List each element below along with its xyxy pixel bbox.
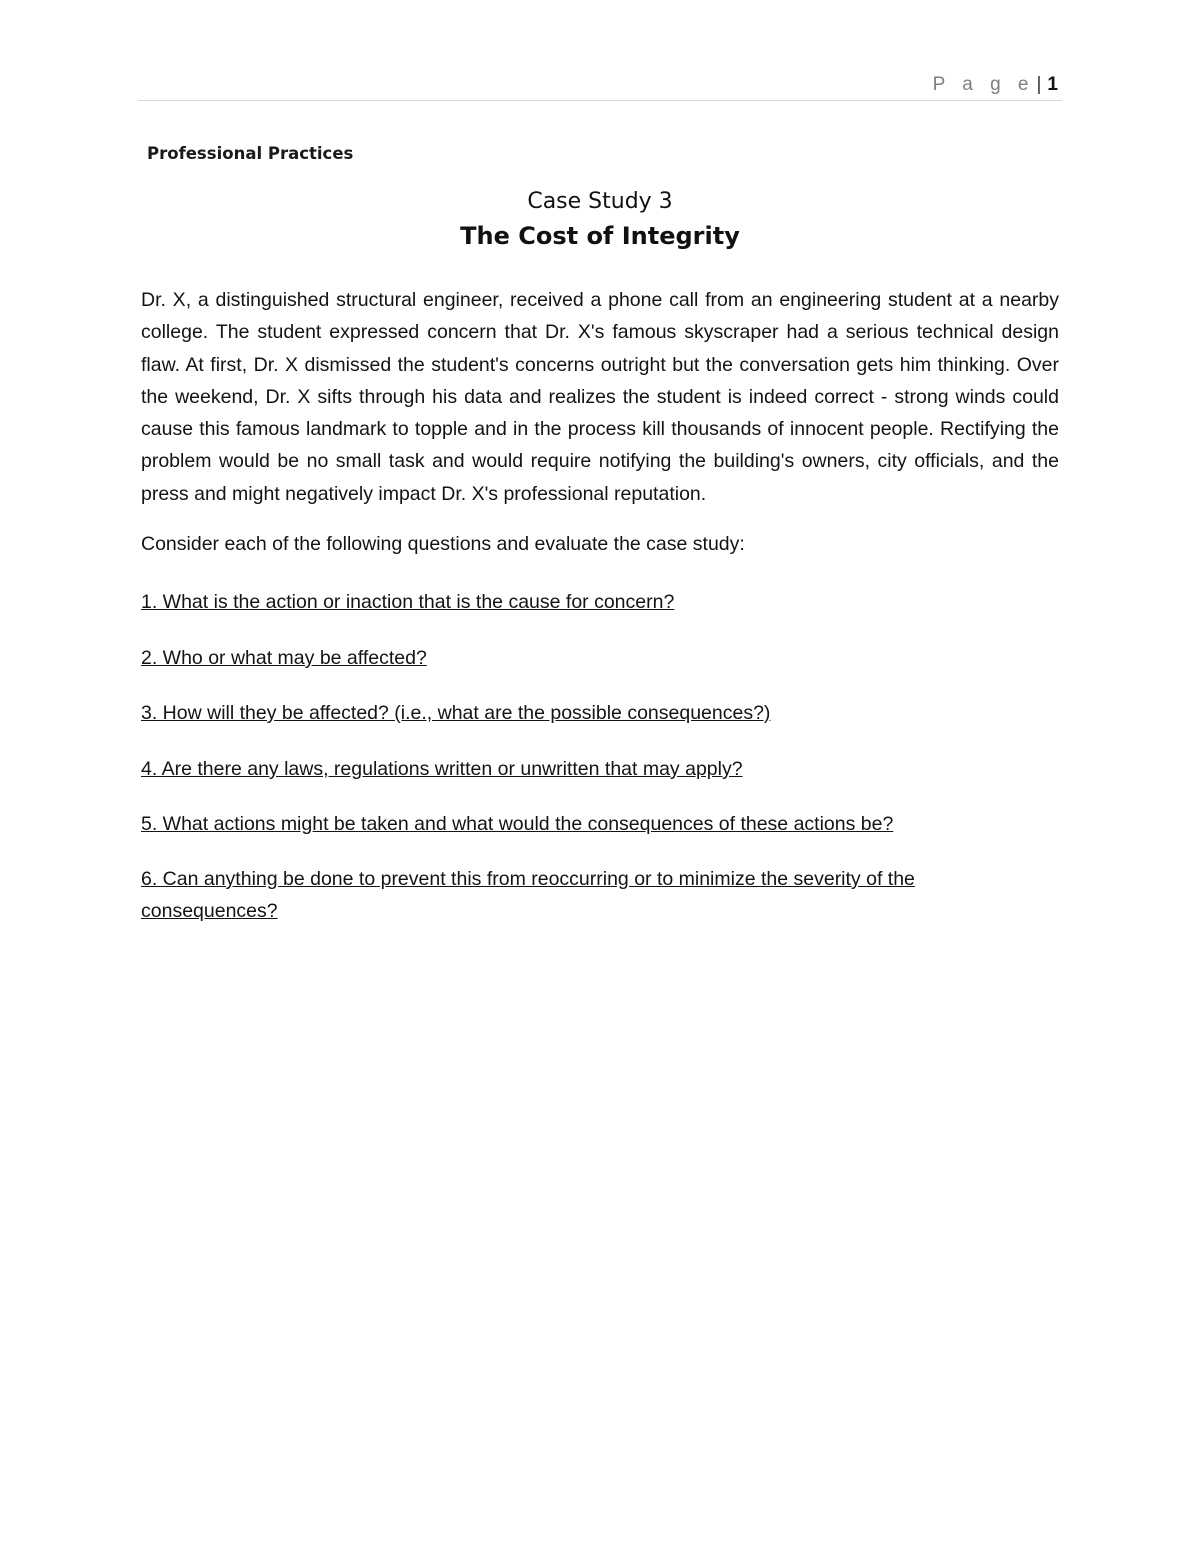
page-label: P a g e: [932, 74, 1035, 95]
page-number: 1: [1047, 74, 1058, 95]
document-title: The Cost of Integrity: [460, 222, 740, 250]
question-1: 1. What is the action or inaction that is the cause for concern?: [141, 591, 675, 613]
question-4: 4. Are there any laws, regulations written or unwritten that may apply?: [141, 758, 743, 780]
question-5: 5. What actions might be taken and what would the consequences of these actions be?: [141, 813, 894, 835]
case-description: Dr. X, a distinguished structural engineer, received a phone call from an engineering student at a nearby college. The student expressed concern that Dr. X's famous skyscraper had a serious technical design flaw. At first, Dr. X dismissed the student's concerns outright but the conversation gets him thinking. Over the weekend, Dr. X sifts through his data and realizes the student is indeed correct - strong winds could cause this famous landmark to topple and in the process kill thousands of innocent people. Rectifying the problem would be no small task and would require notifying the building's owners, city officials, and the press and might negatively impact Dr. X's professional reputation.: [141, 289, 1059, 505]
page-number-indicator: [933, 74, 1058, 96]
question-6: 6. Can anything be done to prevent this from reoccurring or to minimize the severity of the consequences?: [141, 868, 915, 922]
course-name: Professional Practices: [147, 144, 354, 163]
page-header: [138, 72, 1062, 101]
instruction-text: Consider each of the following questions and evaluate the case study:: [141, 533, 745, 555]
question-2: 2. Who or what may be affected?: [141, 647, 427, 669]
question-3: 3. How will they be affected? (i.e., what are the possible consequences?): [141, 702, 771, 724]
case-study-heading: Case Study 3: [527, 189, 673, 214]
page-separator: |: [1036, 74, 1042, 95]
